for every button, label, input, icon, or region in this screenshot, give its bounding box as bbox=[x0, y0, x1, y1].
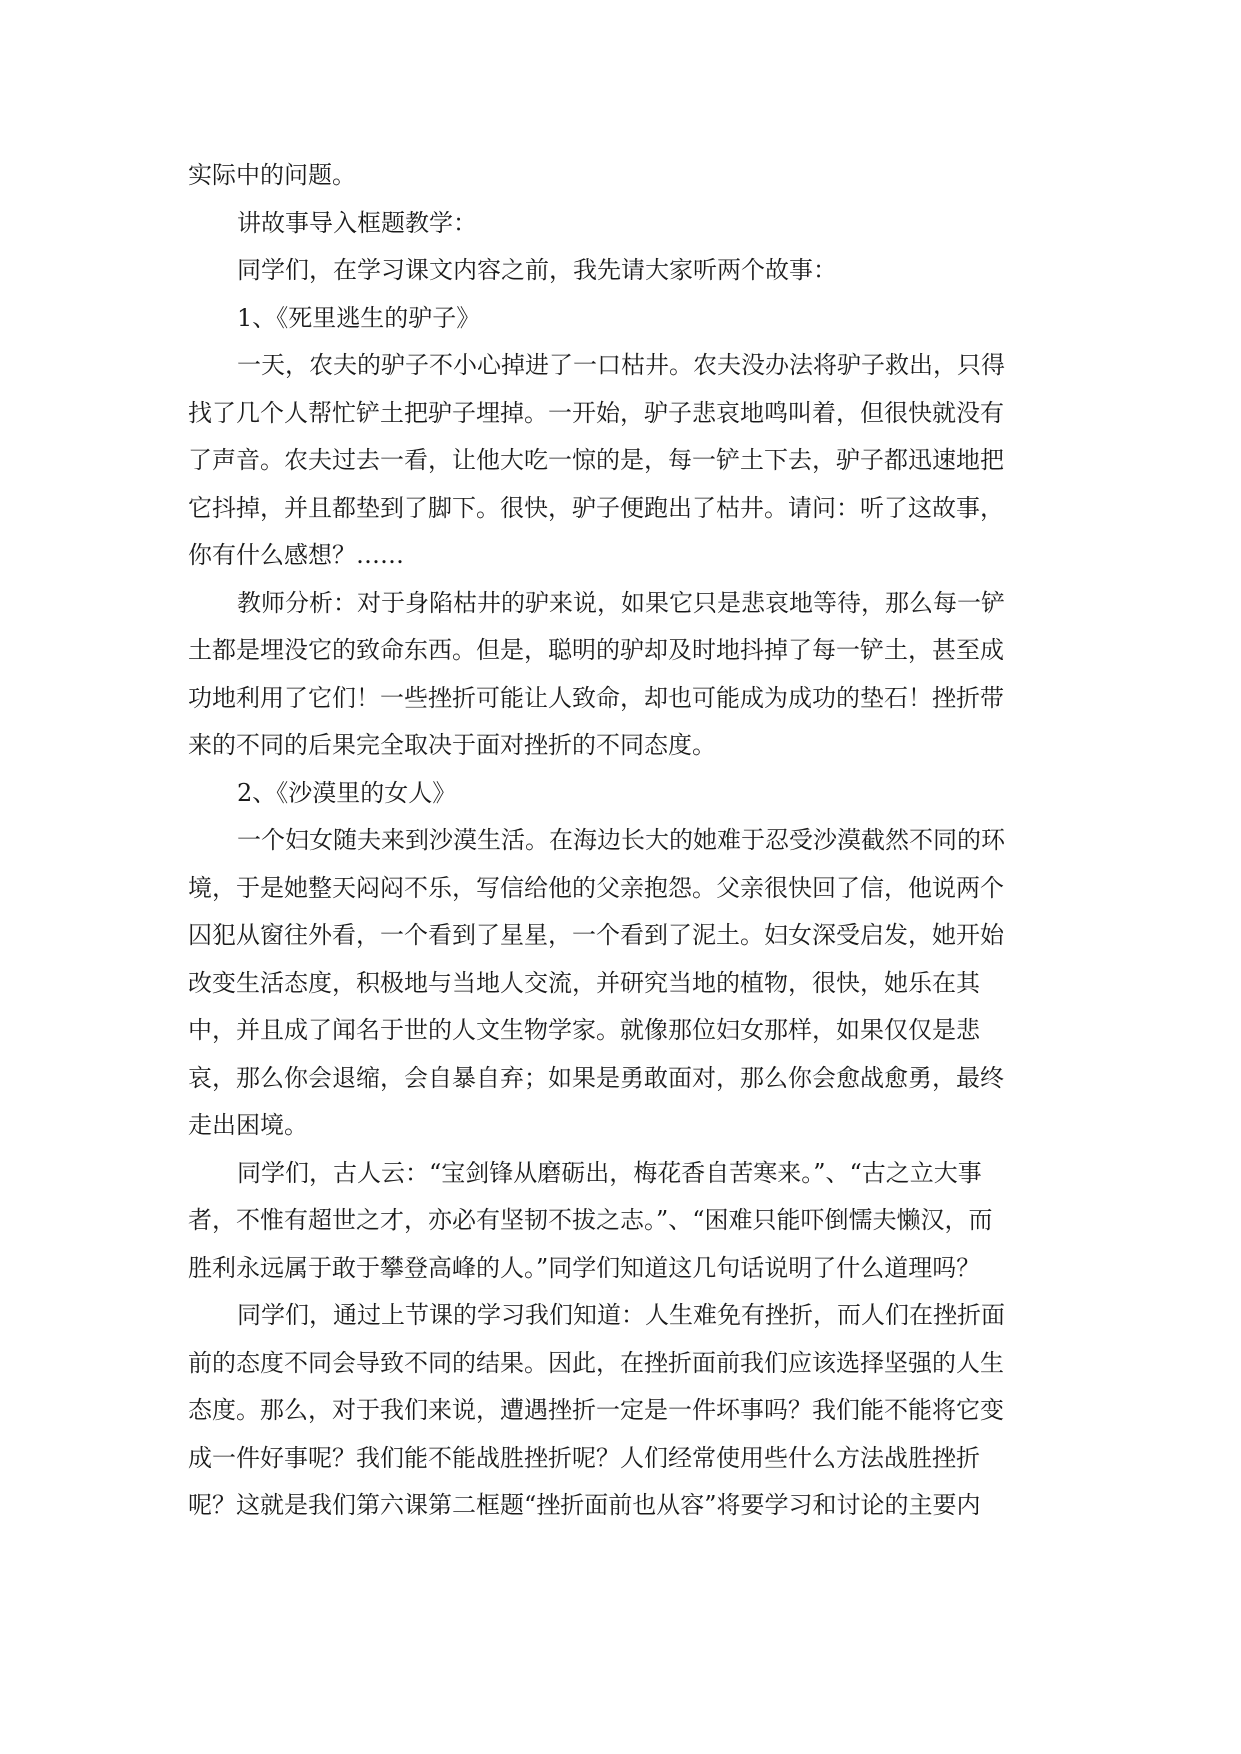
text-line: 你有什么感想？…… bbox=[188, 541, 404, 569]
text-line: 成一件好事呢？我们能不能战胜挫折呢？人们经常使用些什么方法战胜挫折 bbox=[188, 1443, 980, 1472]
text-line: 呢？这就是我们第六课第二框题“挫折面前也从容”将要学习和讨论的主要内 bbox=[188, 1491, 981, 1519]
text-line: 找了几个人帮忙铲土把驴子埋掉。一开始，驴子悲哀地鸣叫着，但很快就没有 bbox=[188, 398, 1004, 427]
text-line: 同学们，在学习课文内容之前，我先请大家听两个故事： bbox=[237, 256, 837, 284]
text-line: 态度。那么，对于我们来说，遭遇挫折一定是一件坏事吗？我们能不能将它变 bbox=[188, 1396, 1004, 1424]
text-line: 中，并且成了闻名于世的人文生物学家。就像那位妇女那样，如果仅仅是悲 bbox=[188, 1016, 980, 1044]
text-line: 前的态度不同会导致不同的结果。因此，在挫折面前我们应该选择坚强的人生 bbox=[188, 1348, 1004, 1377]
text-line: 境，于是她整天闷闷不乐，写信给他的父亲抱怨。父亲很快回了信，他说两个 bbox=[188, 873, 1004, 902]
text-line: 1、《死里逃生的驴子》 bbox=[237, 303, 481, 332]
text-line: 了声音。农夫过去一看，让他大吃一惊的是，每一铲土下去，驴子都迅速地把 bbox=[188, 446, 1004, 474]
text-line: 同学们，古人云：“宝剑锋从磨砺出，梅花香自苦寒来。”、“古之立大事 bbox=[237, 1158, 982, 1187]
text-line: 改变生活态度，积极地与当地人交流，并研究当地的植物，很快，她乐在其 bbox=[188, 968, 980, 997]
text-line: 一天，农夫的驴子不小心掉进了一口枯井。农夫没办法将驴子救出，只得 bbox=[237, 351, 1005, 379]
text-line: 者，不惟有超世之才，亦必有坚韧不拔之志。”、“困难只能吓倒懦夫懒汉，而 bbox=[188, 1206, 993, 1234]
text-line: 教师分析：对于身陷枯井的驴来说，如果它只是悲哀地等待，那么每一铲 bbox=[237, 588, 1005, 617]
text-line: 哀，那么你会退缩，会自暴自弃；如果是勇敢面对，那么你会愈战愈勇，最终 bbox=[188, 1063, 1004, 1092]
text-line: 功地利用了它们！一些挫折可能让人致命，却也可能成为成功的垫石！挫折带 bbox=[188, 683, 1004, 712]
text-line: 一个妇女随夫来到沙漠生活。在海边长大的她难于忍受沙漠截然不同的环 bbox=[237, 826, 1005, 854]
text-line: 胜利永远属于敢于攀登高峰的人。”同学们知道这几句话说明了什么道理吗？ bbox=[188, 1253, 981, 1282]
text-line: 它抖掉，并且都垫到了脚下。很快，驴子便跑出了枯井。请问：听了这故事， bbox=[188, 493, 1004, 522]
text-line: 囚犯从窗往外看，一个看到了星星，一个看到了泥土。妇女深受启发，她开始 bbox=[188, 921, 1004, 949]
text-line: 走出困境。 bbox=[188, 1111, 308, 1139]
text-line: 同学们，通过上节课的学习我们知道：人生难免有挫折，而人们在挫折面 bbox=[237, 1301, 1005, 1329]
text-line: 2、《沙漠里的女人》 bbox=[237, 778, 457, 807]
document-body bbox=[188, 152, 1063, 1530]
text-line: 讲故事导入框题教学： bbox=[237, 208, 477, 237]
text-line: 实际中的问题。 bbox=[188, 161, 356, 189]
text-line: 土都是埋没它的致命东西。但是，聪明的驴却及时地抖掉了每一铲土，甚至成 bbox=[188, 636, 1004, 664]
text-line: 来的不同的后果完全取决于面对挫折的不同态度。 bbox=[188, 731, 716, 759]
